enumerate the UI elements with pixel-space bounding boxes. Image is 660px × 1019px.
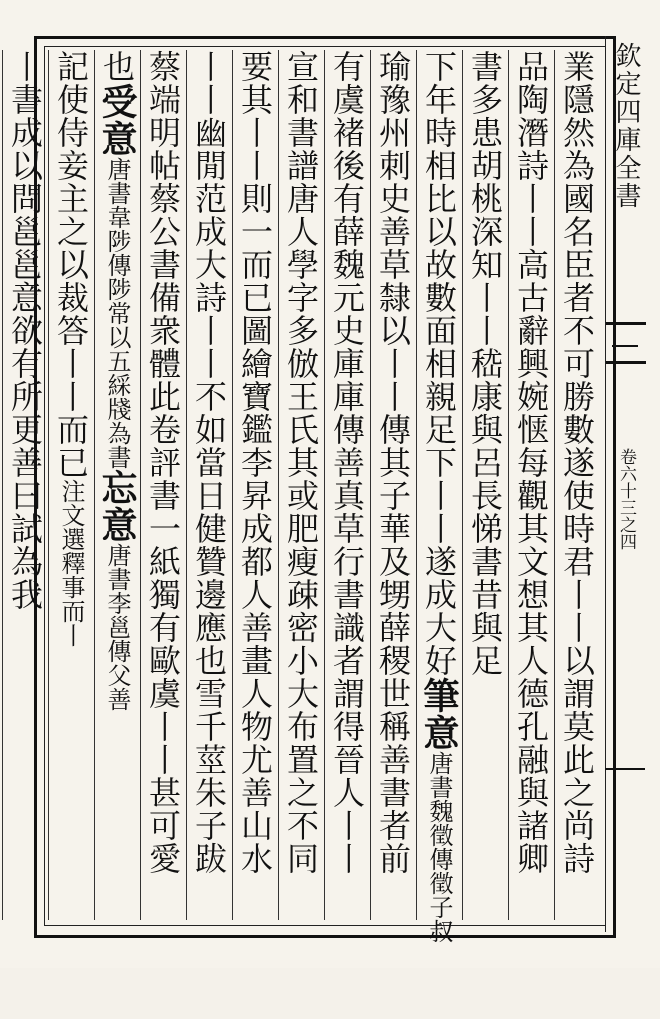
text-column: 丨丨幽閒范成大詩丨丨不如當日健贊邊應也雪千莖朱子跋 (186, 50, 232, 920)
text-column: 品陶潛詩丨丨高古辭興婉惬每觀其文想其人德孔融與諸卿 (508, 50, 554, 920)
strip-rule (605, 768, 645, 770)
running-title: 欽定四庫全書 (611, 42, 641, 210)
text-column: 宣和書譜唐人學字多倣王氏其或肥瘦疎密小大布置之不同 (278, 50, 324, 920)
text-columns (6, 50, 600, 943)
text-column: 有虞褚後有薛魏元史庫庫傳善真草行書識者謂得晉人丨丨 (324, 50, 370, 920)
headword: 忘意 (96, 469, 138, 543)
headword: 受意 (96, 83, 138, 157)
text-column: 丨書成以問邕邕意欲有所更善曰試為我 (2, 50, 48, 920)
annotation: 唐書李邕傳父善 (103, 543, 131, 711)
text-column: 蔡端明帖蔡公書備衆體此卷評書一紙獨有歐虞丨丨甚可愛 (140, 50, 186, 920)
text-column: 也受意唐書韋陟傳陟常以五綵牋為書忘意唐書李邕傳父善 (94, 50, 140, 920)
headword: 筆意 (418, 677, 460, 751)
text-column: 業隱然為國名臣者不可勝數遂使時君丨丨以謂莫此之尚詩 (554, 50, 600, 920)
annotation: 唐書韋陟傳陟常以五綵牋為書 (103, 157, 131, 469)
fold-strip (605, 36, 646, 932)
text-column: 書多患胡桃深知丨丨嵇康與呂長悌書昔與足 (462, 50, 508, 920)
text-column: 要其丨丨則一而已圖繪寶鑑李昇成都人善畫人物尤善山水 (232, 50, 278, 920)
text-column: 瑜豫州刺史善草隸以丨丨傳其子華及甥薛稷世稱善書者前 (370, 50, 416, 920)
juan-label: 卷六十三之四 (616, 448, 636, 550)
text-column: 下年時相比以故數面相親足下丨丨遂成大好筆意唐書魏徵傳徵子叔 (418, 50, 460, 943)
text-column: 記使侍妾主之以裁答丨丨而已注文選釋事而丨 (48, 50, 94, 920)
fishtail-mark (606, 322, 646, 364)
annotation: 注文選釋事而丨 (57, 479, 85, 647)
annotation: 唐書魏徵傳徵子叔 (425, 751, 453, 943)
